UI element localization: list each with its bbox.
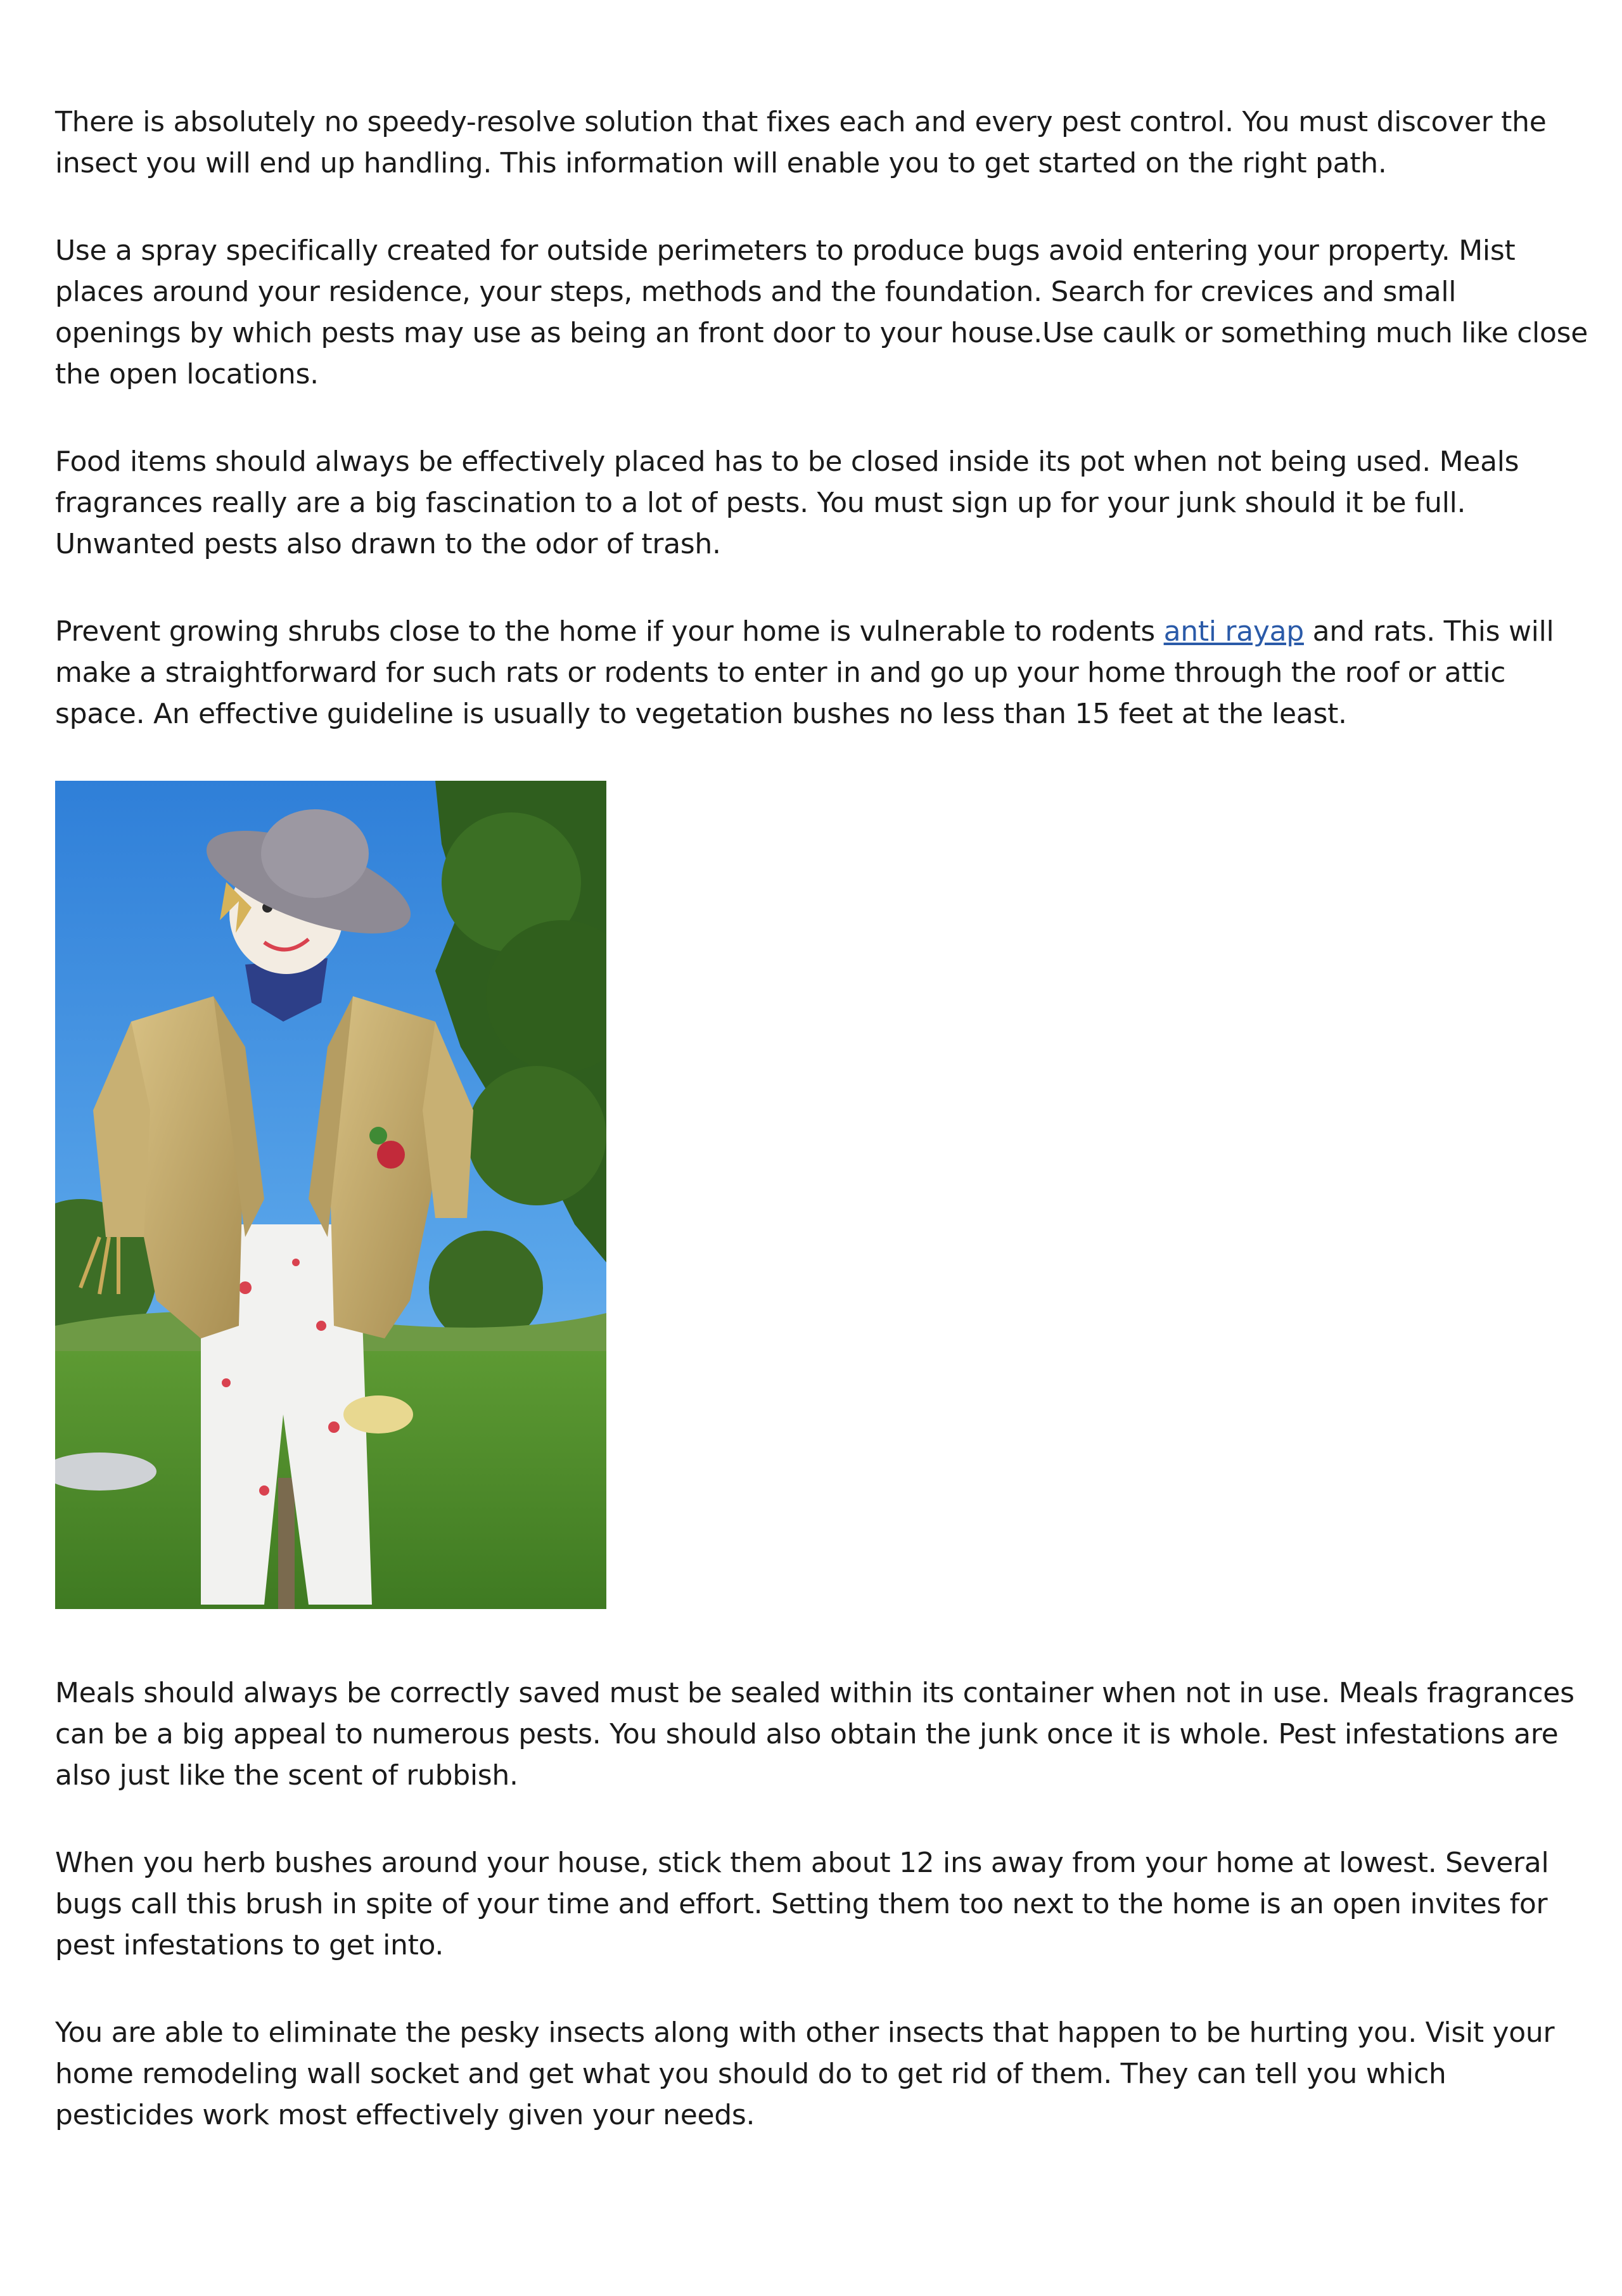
- paragraph-4-text-after: and rats. This will make a straightforward for such rats or rodents to enter in and go up your home through the roof or attic space. An effective guideline is usually to vegetation bushes no less than 15 feet at the least.: [55, 615, 1554, 730]
- scarecrow-photo: [55, 781, 606, 1609]
- paragraph-3: Food items should always be effectively placed has to be closed inside its pot when not being used. Meals fragrances really are a big fascination to a lot of pests. You must sign up for your junk should it be full. Unwanted pests also drawn to the odor of trash.: [55, 446, 1519, 560]
- paragraph-7: You are able to eliminate the pesky insects along with other insects that happen to be hurting you. Visit your home remodeling wall socket and get what you should do to get rid of them. They can tell you which pesticides work most effectively given your needs.: [55, 2017, 1555, 2131]
- paragraph-6: When you herb bushes around your house, stick them about 12 ins away from your home at lowest. Several bugs call this brush in spite of your time and effort. Setting them too next to the home is an open invites for pest infestations to get into.: [55, 1847, 1549, 1961]
- paragraph-4: [55, 611, 1588, 734]
- paragraph-1: There is absolutely no speedy-resolve solution that fixes each and every pest control. You must discover the insect you will end up handling. This information will enable you to get started on the right path.: [55, 106, 1547, 179]
- article-body: [55, 101, 1588, 2182]
- anti-rayap-link[interactable]: anti rayap: [1163, 615, 1304, 648]
- scarecrow-image: [55, 781, 606, 1609]
- paragraph-2: Use a spray specifically created for outside perimeters to produce bugs avoid entering your property. Mist places around your residence, your steps, methods and the foundation. Search for crevices and small openings by which pests may use as being an front door to your house.Use caulk or something much like close the open locations.: [55, 234, 1588, 390]
- paragraph-4-text-before: Prevent growing shrubs close to the home if your home is vulnerable to rodents: [55, 615, 1164, 648]
- paragraph-5: Meals should always be correctly saved must be sealed within its container when not in use. Meals fragrances can be a big appeal to numerous pests. You should also obtain the junk once it is whole. Pest infestations are also just like the scent of rubbish.: [55, 1677, 1574, 1792]
